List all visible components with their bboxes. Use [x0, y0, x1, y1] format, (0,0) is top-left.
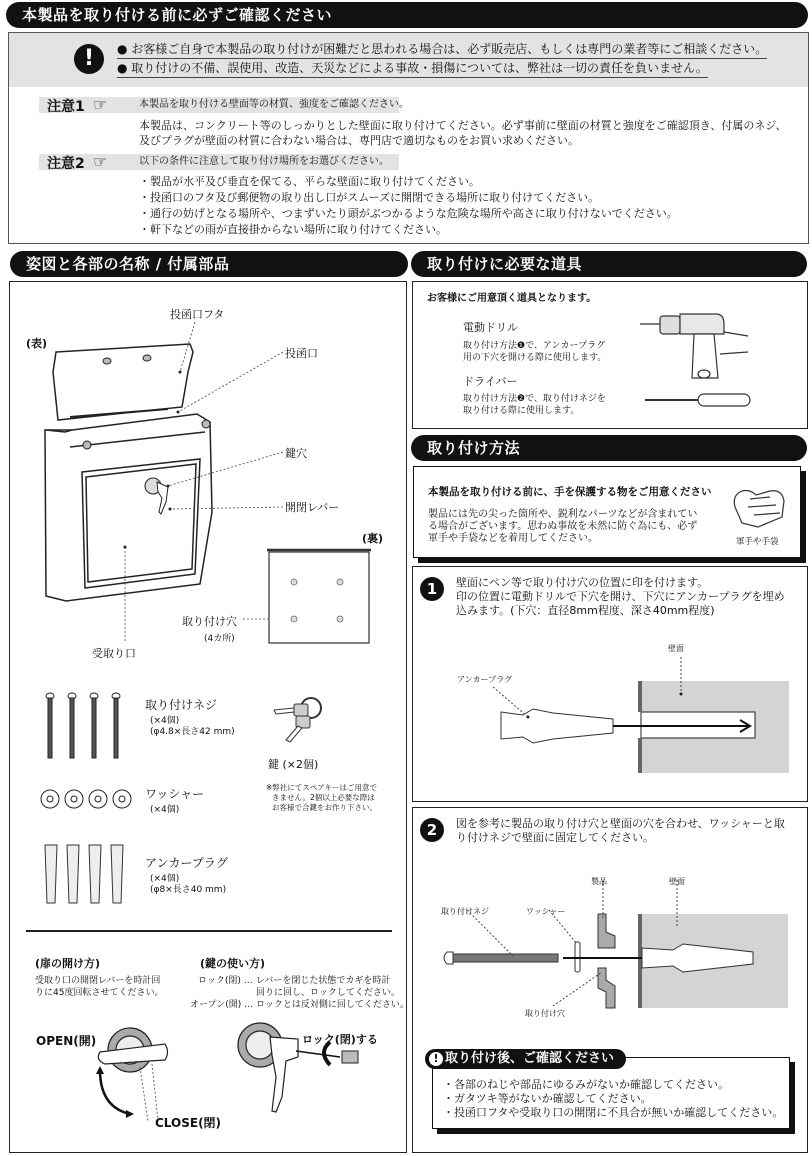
step2-text: 図を参考に製品の取り付け穴と壁面の穴を合わせ、ワッシャーと取 [456, 817, 785, 830]
step1-wall-label: 壁面 [668, 644, 684, 653]
tool-name: 電動ドリル [463, 321, 518, 334]
lock-desc: 回りに回し、ロックしてください。 [256, 988, 400, 998]
parts-title: 姿図と各部の名称 / 付属部品 [10, 251, 408, 277]
open-label: OPEN(開) [36, 1034, 97, 1048]
exclamation-icon: ! [429, 1052, 443, 1066]
label-lever: 開閉レバー [285, 501, 340, 514]
anchor-plugs-illustration [43, 843, 143, 908]
label-receiver: 受取り口 [92, 647, 136, 660]
step1-text: 込みます。(下穴：直径8mm程度、深さ40mm程度) [456, 604, 715, 617]
caution2-item: ・投函口のフタ及び郵便物の取り出し口がスムーズに開閉できる場所に取り付けてください。 [139, 191, 600, 204]
step1-text: 印の位置に電動ドリルで下穴を開け、下穴にアンカープラグを埋め [456, 590, 785, 603]
caution2-label: 注意2 [47, 156, 85, 172]
front-label: (表) [26, 337, 48, 350]
gloves-body: 軍手や手袋などを着用してください。 [428, 533, 598, 544]
lock-title: (鍵の使い方) [200, 957, 266, 970]
lock-action-label: ロック(閉)する [302, 1033, 378, 1046]
screw-name: 取り付けネジ [145, 698, 218, 712]
mailbox-front-illustration [10, 282, 410, 682]
caution2-item: ・通行の妨げとなる場所や、つまずいたり頭がぶつかるような危険な場所や高さに取り付けないでください。 [139, 207, 678, 220]
warning-icon: ! [74, 44, 104, 74]
after-check-title: 取り付け後、ご確認ください [445, 1051, 615, 1066]
caution2-heading: 以下の条件に注意して取り付け場所をお選びください。 [139, 156, 389, 167]
warning-line-1: ● お客様ご自身で本製品の取り付けが困難だと思われる場合は、必ず販売店、もしくは専門の業者等にご相談ください。 [117, 41, 767, 59]
gloves-heading: 本製品を取り付ける前に、手を保護する物をご用意ください [428, 486, 712, 498]
step1-diagram [413, 637, 809, 797]
washer-qty: (×4個) [150, 805, 180, 815]
label-mount-hole: 取り付け穴 [182, 615, 237, 628]
tools-intro: お客様にご用意頂く道具となります。 [427, 293, 597, 304]
gloves-body: 製品には先の尖った箇所や、鋭利なパーツなどが含まれてい [428, 509, 698, 520]
step2-diagram [413, 868, 809, 1068]
step2-text: り付けネジで壁面に固定してください。 [456, 831, 654, 844]
after-check-title-pill [425, 1049, 626, 1069]
step1-text: 壁面にペン等で取り付け穴の位置に印を付けます。 [456, 576, 709, 589]
screws-illustration [40, 692, 140, 772]
after-check-item: ・投函口フタや受取り口の開閉に不具合が無いか確認してください。 [443, 1106, 784, 1119]
door-body: 受取り口の開閉レバーを時計回 [35, 976, 161, 986]
key-name: 鍵 (×2個) [268, 758, 319, 771]
back-label: (裏) [362, 532, 384, 545]
close-label: CLOSE(閉) [155, 1116, 222, 1130]
caution2-item: ・軒下などの雨が直接掛からない場所に取り付けてください。 [139, 223, 447, 236]
tool-name: ドライバー [463, 375, 518, 388]
step2-hole-label: 取り付け穴 [525, 1009, 565, 1018]
lock-term: オープン(開) … [190, 1000, 254, 1010]
door-title: (扉の開け方) [35, 957, 101, 970]
lock-desc: ロックとは反対側に回してください。 [256, 1000, 409, 1010]
caution1-heading: 本製品を取り付ける壁面等の材質、強度をご確認ください。 [139, 99, 409, 110]
door-lever-illustration [70, 1022, 210, 1132]
notice-title: 本製品を取り付ける前に必ずご確認ください [6, 2, 808, 28]
tools-box [412, 281, 808, 429]
label-slot-lid: 投函口フタ [170, 308, 225, 321]
key-note: お客様で合鍵をお作り下さい。 [272, 803, 377, 812]
screw-qty: (×4個) [150, 716, 180, 726]
notice-box [8, 32, 809, 244]
label-keyhole: 鍵穴 [285, 447, 307, 460]
tools-title: 取り付けに必要な道具 [411, 251, 807, 277]
tool-desc: 取り付け方法❶で、アンカープラグ [463, 341, 606, 351]
label-slot: 投函口 [285, 347, 318, 360]
warning-line-2: ● 取り付けの不備、誤使用、改造、天災などによる事故・損傷については、弊社は一切の責任を負いません。 [117, 60, 708, 78]
pointing-hand-icon: ☞ [93, 152, 108, 171]
step2-number-icon: 2 [420, 818, 444, 842]
step1-box [412, 566, 808, 802]
tool-desc: 用の下穴を開ける際に使用します。 [463, 353, 607, 363]
step1-number-icon: 1 [420, 577, 444, 601]
step2-wall-label: 壁面 [669, 877, 685, 886]
step2-screw-label: 取り付けネジ [441, 907, 489, 916]
gloves-caption: 軍手や手袋 [736, 537, 779, 547]
after-check-item: ・各部のねじや部品にゆるみがないか確認してください。 [443, 1078, 729, 1091]
key-note: きません。2個以上必要な際は [272, 793, 375, 802]
lock-term: ロック(閉) … [198, 976, 253, 986]
tool-desc: 取り付け方法❷で、取り付けネジを [463, 394, 606, 404]
caution1-body-2: 及びプラグが壁面の材質に合わない場合は、専門店で適切なものをお買い求めください。 [139, 134, 579, 147]
label-mount-hole-count: (4カ所) [204, 634, 235, 644]
parts-box [9, 281, 407, 1153]
after-check-item: ・ガタツキ等がないか確認してください。 [443, 1092, 652, 1105]
washer-name: ワッシャー [145, 787, 205, 801]
step1-anchor-label: アンカープラグ [457, 675, 513, 684]
step2-washer-label: ワッシャー [526, 907, 566, 916]
washers-illustration [40, 789, 140, 813]
gloves-box [413, 466, 801, 558]
anchor-spec: (φ8×長さ40 mm) [150, 885, 227, 895]
tool-desc: 取り付ける際に使用します。 [463, 406, 580, 416]
anchor-name: アンカープラグ [145, 856, 228, 870]
step2-product-label: 製品 [591, 877, 607, 886]
caution1-label: 注意1 [47, 99, 85, 115]
caution2-item: ・製品が水平及び垂直を保てる、平らな壁面に取り付けてください。 [139, 175, 480, 188]
anchor-qty: (×4個) [150, 874, 180, 884]
gloves-icon [730, 487, 790, 532]
section-divider [26, 930, 392, 932]
electric-drill-illustration [638, 312, 758, 392]
caution1-body-1: 本製品は、コンクリート等のしっかりとした壁面に取り付けてください。必ず事前に壁面の材質と強度をご確認頂き、付属のネジ、 [139, 119, 787, 132]
key-note: ※弊社にてスペアキーはご用意で [266, 783, 377, 792]
keys-illustration [266, 692, 336, 747]
screw-spec: (φ4.8×長さ42 mm) [150, 727, 235, 737]
gloves-body: る場合がございます。思わぬ事故を未然に防ぐ為にも、必ず [428, 521, 698, 532]
key-lock-illustration [230, 1017, 380, 1127]
pointing-hand-icon: ☞ [93, 95, 108, 114]
lock-desc: レバーを閉じた状態でカギを時計 [256, 976, 391, 986]
method-title: 取り付け方法 [411, 435, 807, 461]
step2-box [412, 807, 808, 1153]
screwdriver-illustration [643, 392, 763, 412]
door-body: りに45度回転させてください。 [35, 988, 164, 998]
